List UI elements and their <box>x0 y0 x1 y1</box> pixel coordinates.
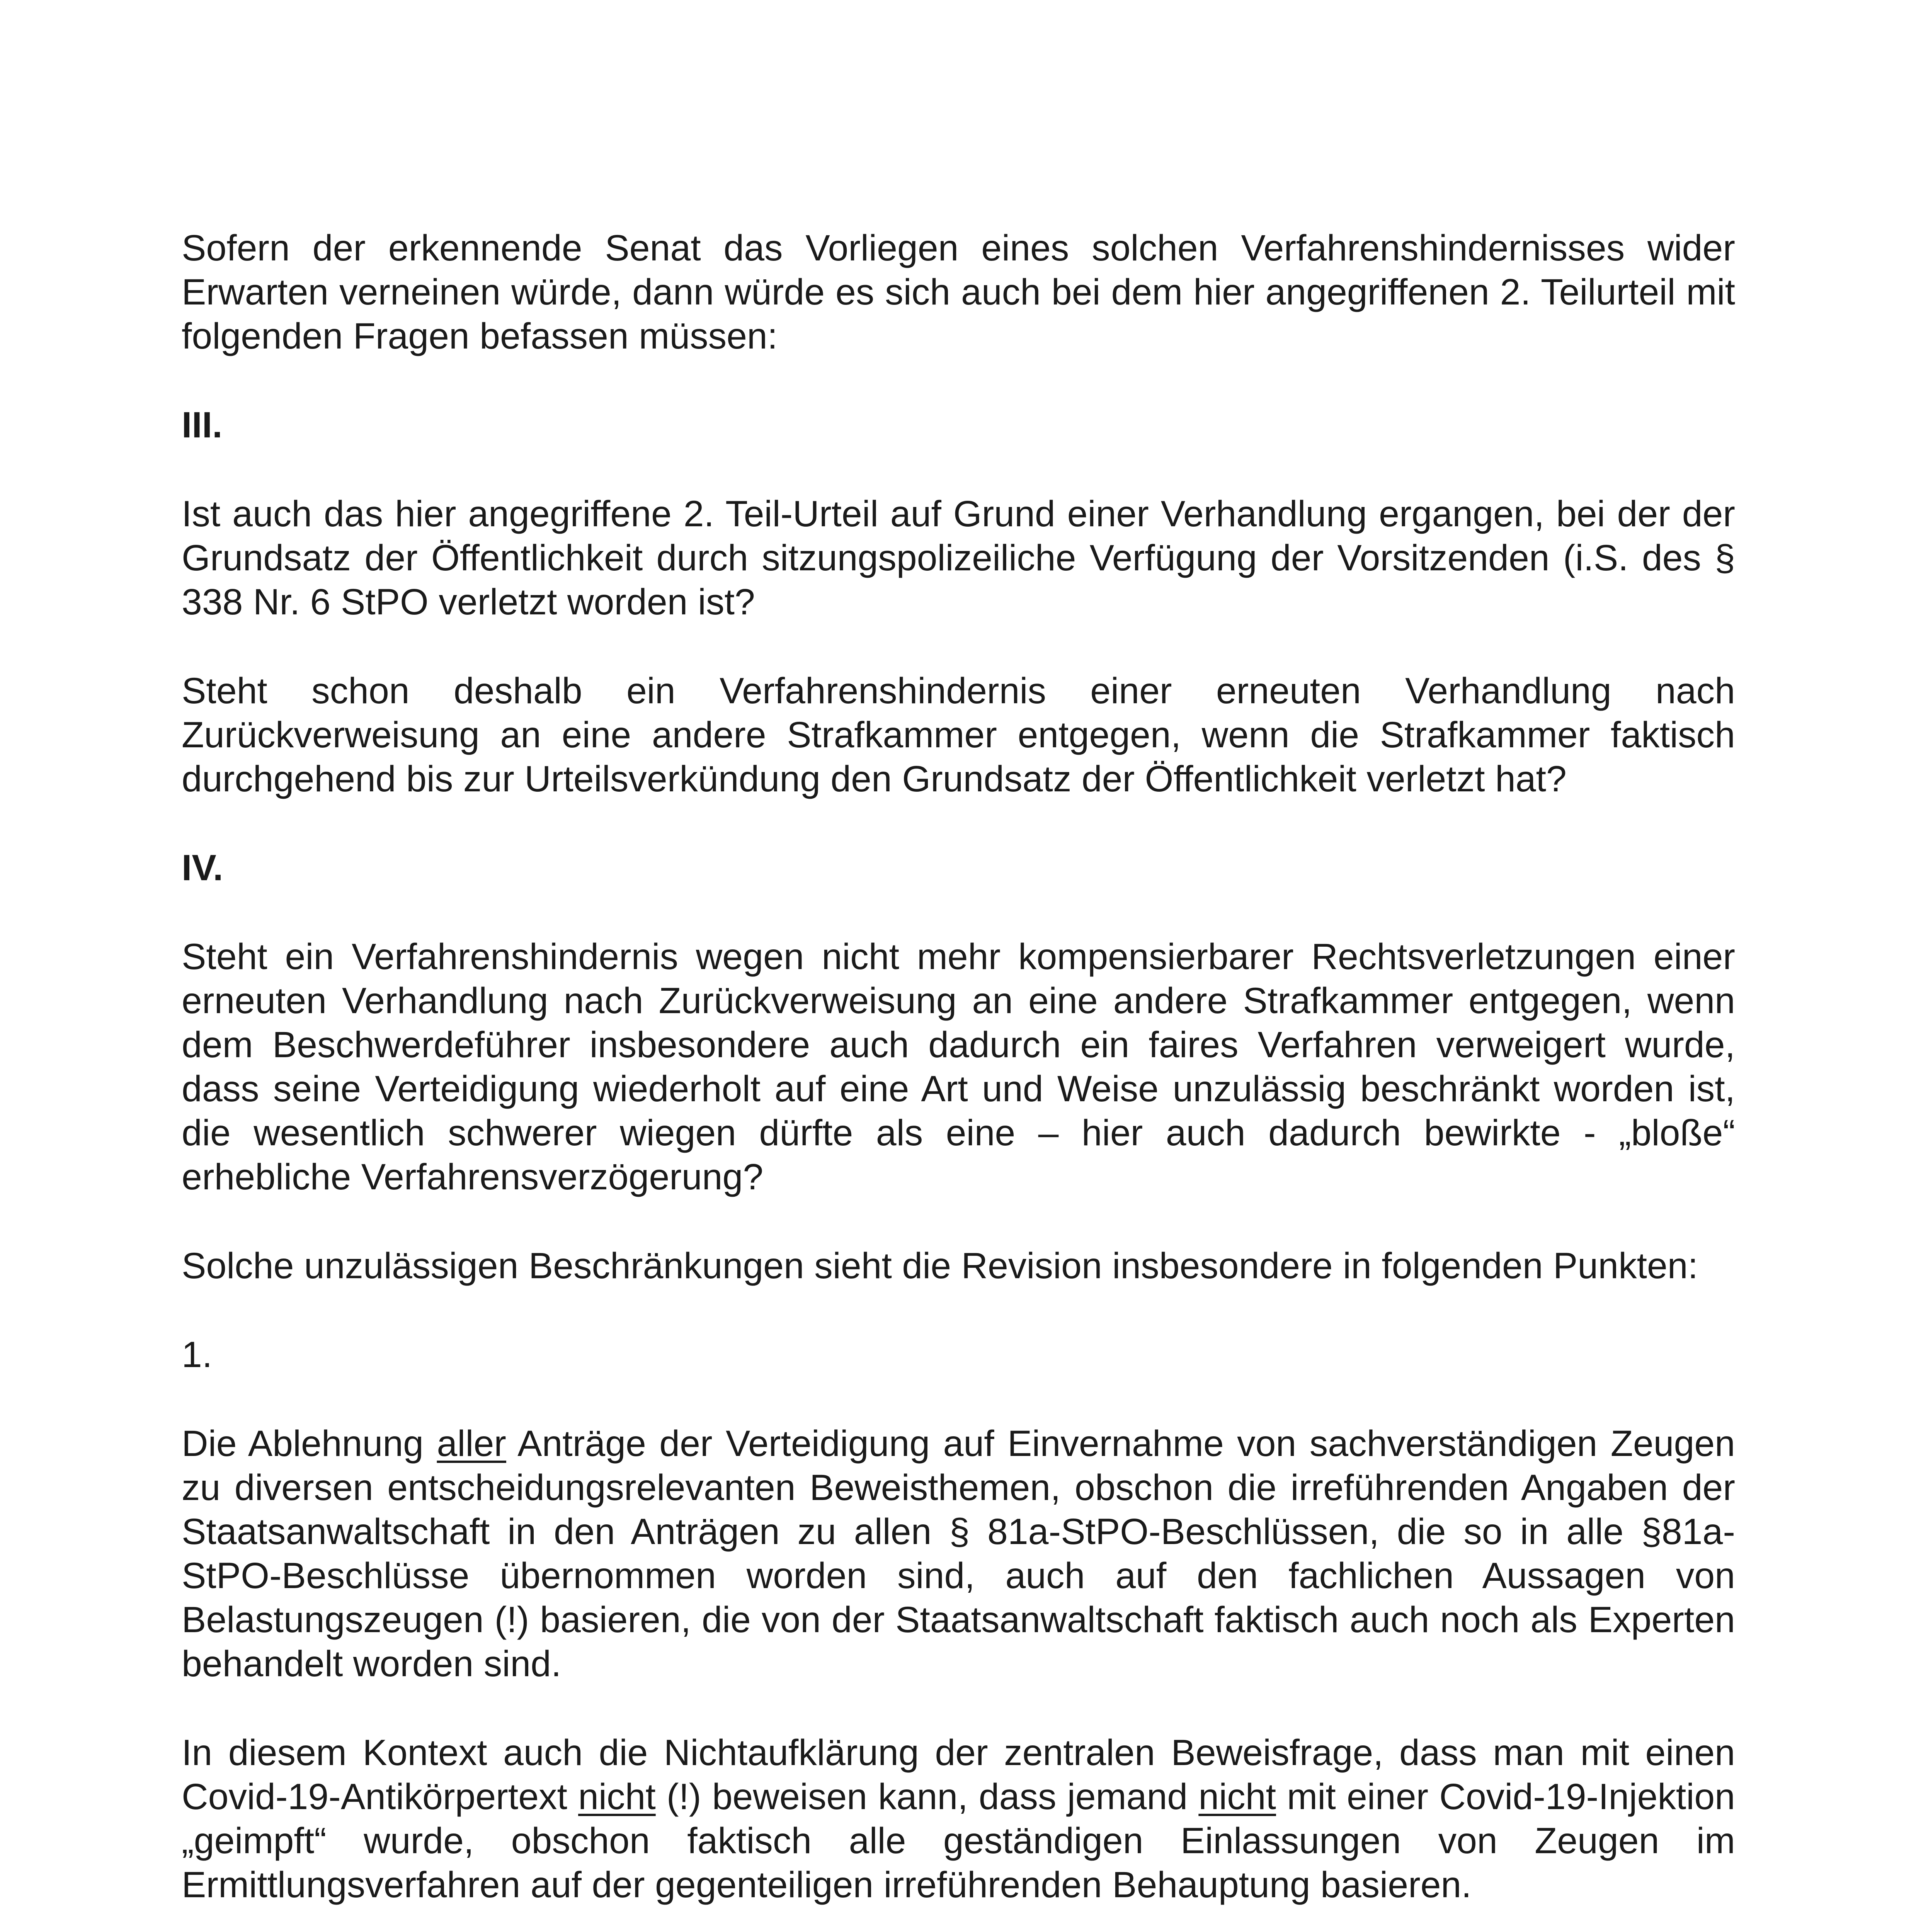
section-heading-iii: III. <box>182 405 223 446</box>
paragraph-intro: Sofern der erkennende Senat das Vorliegen eines solchen Verfahrenshindernisses wider Erwarten verneinen würde, dann würde es sich auch bei dem hier angegriffenen 2. Teilurteil mit folgenden Fragen befassen müssen: <box>182 228 1735 357</box>
text-run: Die Ablehnung <box>182 1423 437 1464</box>
text-run: mit einer Covid-19-Injektion „geimpft“ wurde, obschon faktisch alle geständigen Einlassungen von Zeugen im Ermittlungsverfahren auf der gegenteiligen irreführenden Behauptung basieren. <box>182 1776 1736 1905</box>
text-run: Anträge der Verteidigung auf Einvernahme von sachverständigen Zeugen zu diversen entscheidungsrelevanten Beweisthemen, obschon die irreführenden Angaben der Staatsanwaltschaft in den Anträgen zu allen § 81a-StPO-Beschlüssen, die so in alle §81a-StPO-Beschlüsse übernommen worden sind, auch auf den fachlichen Aussagen von Belastungszeugen (!) basieren, die von der Staatsanwaltschaft faktisch auch noch als Experten behandelt worden sind. <box>182 1423 1735 1684</box>
underlined-word: nicht <box>1198 1776 1276 1817</box>
paragraph-beschraenkungen-intro: Solche unzulässigen Beschränkungen sieht die Revision insbesondere in folgenden Punkten: <box>182 1245 1698 1286</box>
paragraph-nichtaufklaerung <box>182 1731 1735 1907</box>
page-body <box>182 226 1735 1932</box>
text-run: (!) beweisen kann, dass jemand <box>655 1776 1199 1817</box>
paragraph-ablehnung-antraege <box>182 1422 1735 1686</box>
section-heading-iv: IV. <box>182 847 223 888</box>
underlined-word: aller <box>437 1423 506 1464</box>
text-run: In diesem Kontext auch die Nichtaufklärung der zentralen Beweisfrage, dass man mit einen Covid-19-Antikörpertext <box>182 1732 1735 1817</box>
list-number-1: 1. <box>182 1334 213 1375</box>
paragraph-faires-verfahren: Steht ein Verfahrenshindernis wegen nicht mehr kompensierbarer Rechtsverletzungen einer erneuten Verhandlung nach Zurückverweisung an eine andere Strafkammer entgegen, wenn dem Beschwerdeführer insbesondere auch dadurch ein faires Verfahren verweigert wurde, dass seine Verteidigung wiederholt auf eine Art und Weise unzulässig beschränkt worden ist, die wesentlich schwerer wiegen dürfte als eine – hier auch dadurch bewirkte - „bloße“ erhebliche Verfahrensverzögerung? <box>182 936 1735 1197</box>
paragraph-oeffentlichkeit-question: Ist auch das hier angegriffene 2. Teil-Urteil auf Grund einer Verhandlung ergangen, bei der der Grundsatz der Öffentlichkeit durch sitzungspolizeiliche Verfügung der Vorsitzenden (i.S. des § 338 Nr. 6 StPO verletzt worden ist? <box>182 493 1735 622</box>
paragraph-verfahrenshindernis-oeffentlichkeit: Steht schon deshalb ein Verfahrenshindernis einer erneuten Verhandlung nach Zurückverweisung an eine andere Strafkammer entgegen, wenn die Strafkammer faktisch durchgehend bis zur Urteilsverkündung den Grundsatz der Öffentlichkeit verletzt hat? <box>182 670 1735 799</box>
underlined-word: nicht <box>578 1776 656 1817</box>
